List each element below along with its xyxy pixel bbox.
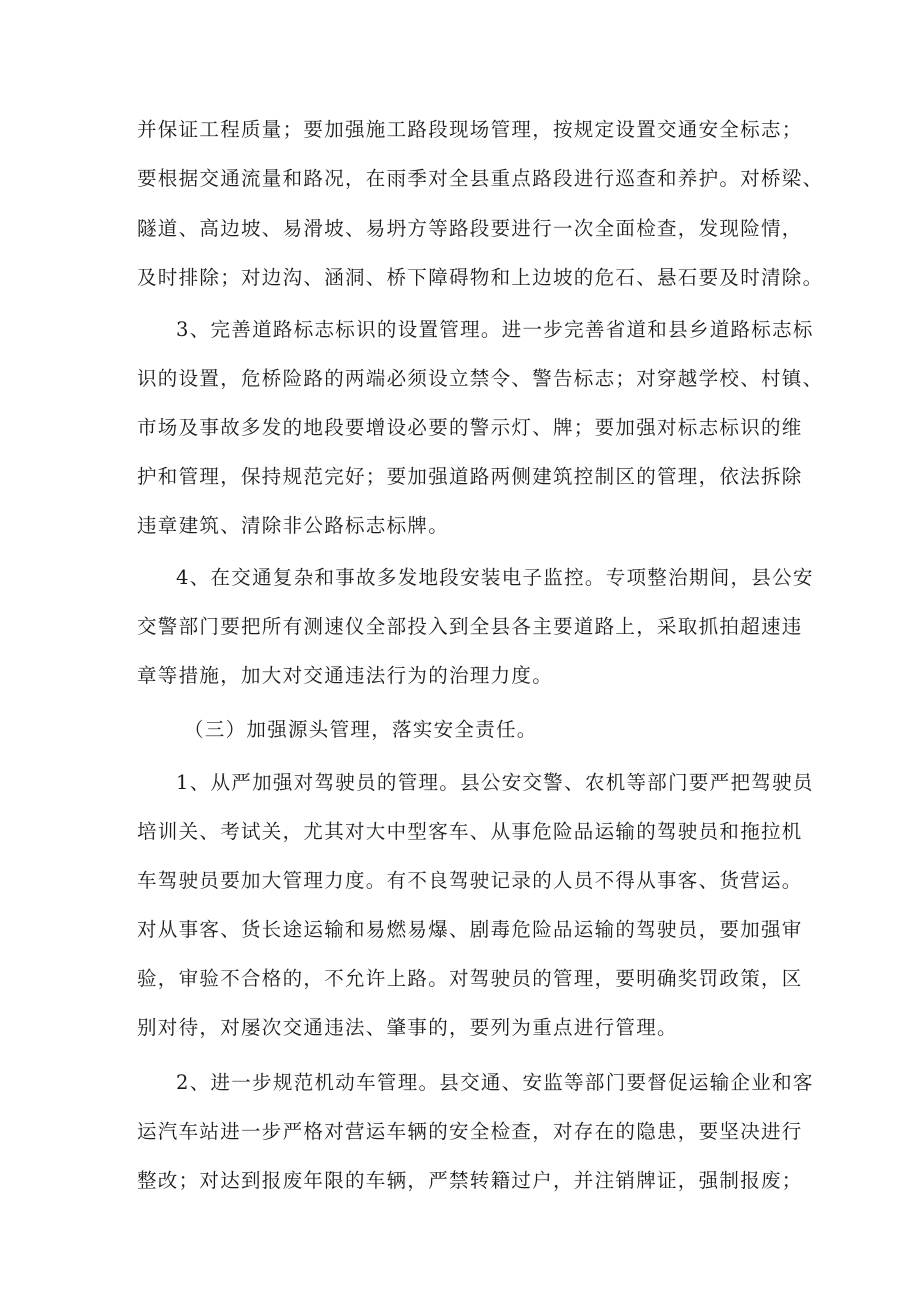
text-line: 车驾驶员要加大管理力度。有不良驾驶记录的人员不得从事客、货营运。 [137,869,803,892]
text-line: 市场及事故多发的地段要增设必要的警示灯、牌；要加强对标志标识的维 [137,416,803,439]
paragraph-start-1: 1、从严加强对驾驶员的管理。县公安交警、农机等部门要严把驾驶员 [176,771,814,794]
text-line: 护和管理，保持规范完好；要加强道路两侧建筑控制区的管理，依法拆除 [137,465,803,488]
text-line: 识的设置，危桥险路的两端必须设立禁令、警告标志；对穿越学校、村镇、 [137,367,824,390]
paragraph-start-4: 4、在交通复杂和事故多发地段安装电子监控。专项整治期间，县公安 [176,566,814,589]
text-line: 验，审验不合格的，不允许上路。对驾驶员的管理，要明确奖罚政策，区 [137,967,803,990]
text-line: 及时排除；对边沟、涵洞、桥下障碍物和上边坡的危石、悬石要及时清除。 [137,266,824,289]
text-line: 隧道、高边坡、易滑坡、易坍方等路段要进行一次全面检查，发现险情， [137,217,803,240]
text-line: 别对待，对屡次交通违法、肇事的，要列为重点进行管理。 [137,1016,678,1039]
paragraph-start-2: 2、进一步规范机动车管理。县交通、安监等部门要督促运输企业和客 [176,1071,814,1094]
text-line: 违章建筑、清除非公路标志标牌。 [137,514,450,537]
text-line: 对从事客、货长途运输和易燃易爆、剧毒危险品运输的驾驶员，要加强审 [137,918,803,941]
text-line: 并保证工程质量；要加强施工路段现场管理，按规定设置交通安全标志； [137,118,803,141]
text-line: 要根据交通流量和路况，在雨季对全县重点路段进行巡查和养护。对桥梁、 [137,167,824,190]
paragraph-start-3: 3、完善道路标志标识的设置管理。进一步完善省道和县乡道路标志标 [176,318,814,341]
text-line: 章等措施，加大对交通违法行为的治理力度。 [137,664,554,687]
section-heading: （三）加强源头管理，落实安全责任。 [184,718,538,741]
text-line: 运汽车站进一步严格对营运车辆的安全检查，对存在的隐患，要坚决进行 [137,1120,803,1143]
text-line: 培训关、考试关，尤其对大中型客车、从事危险品运输的驾驶员和拖拉机 [137,820,803,843]
text-line: 整改；对达到报废年限的车辆，严禁转籍过户，并注销牌证，强制报废； [137,1169,803,1192]
text-line: 交警部门要把所有测速仪全部投入到全县各主要道路上，采取抓拍超速违 [137,615,803,638]
